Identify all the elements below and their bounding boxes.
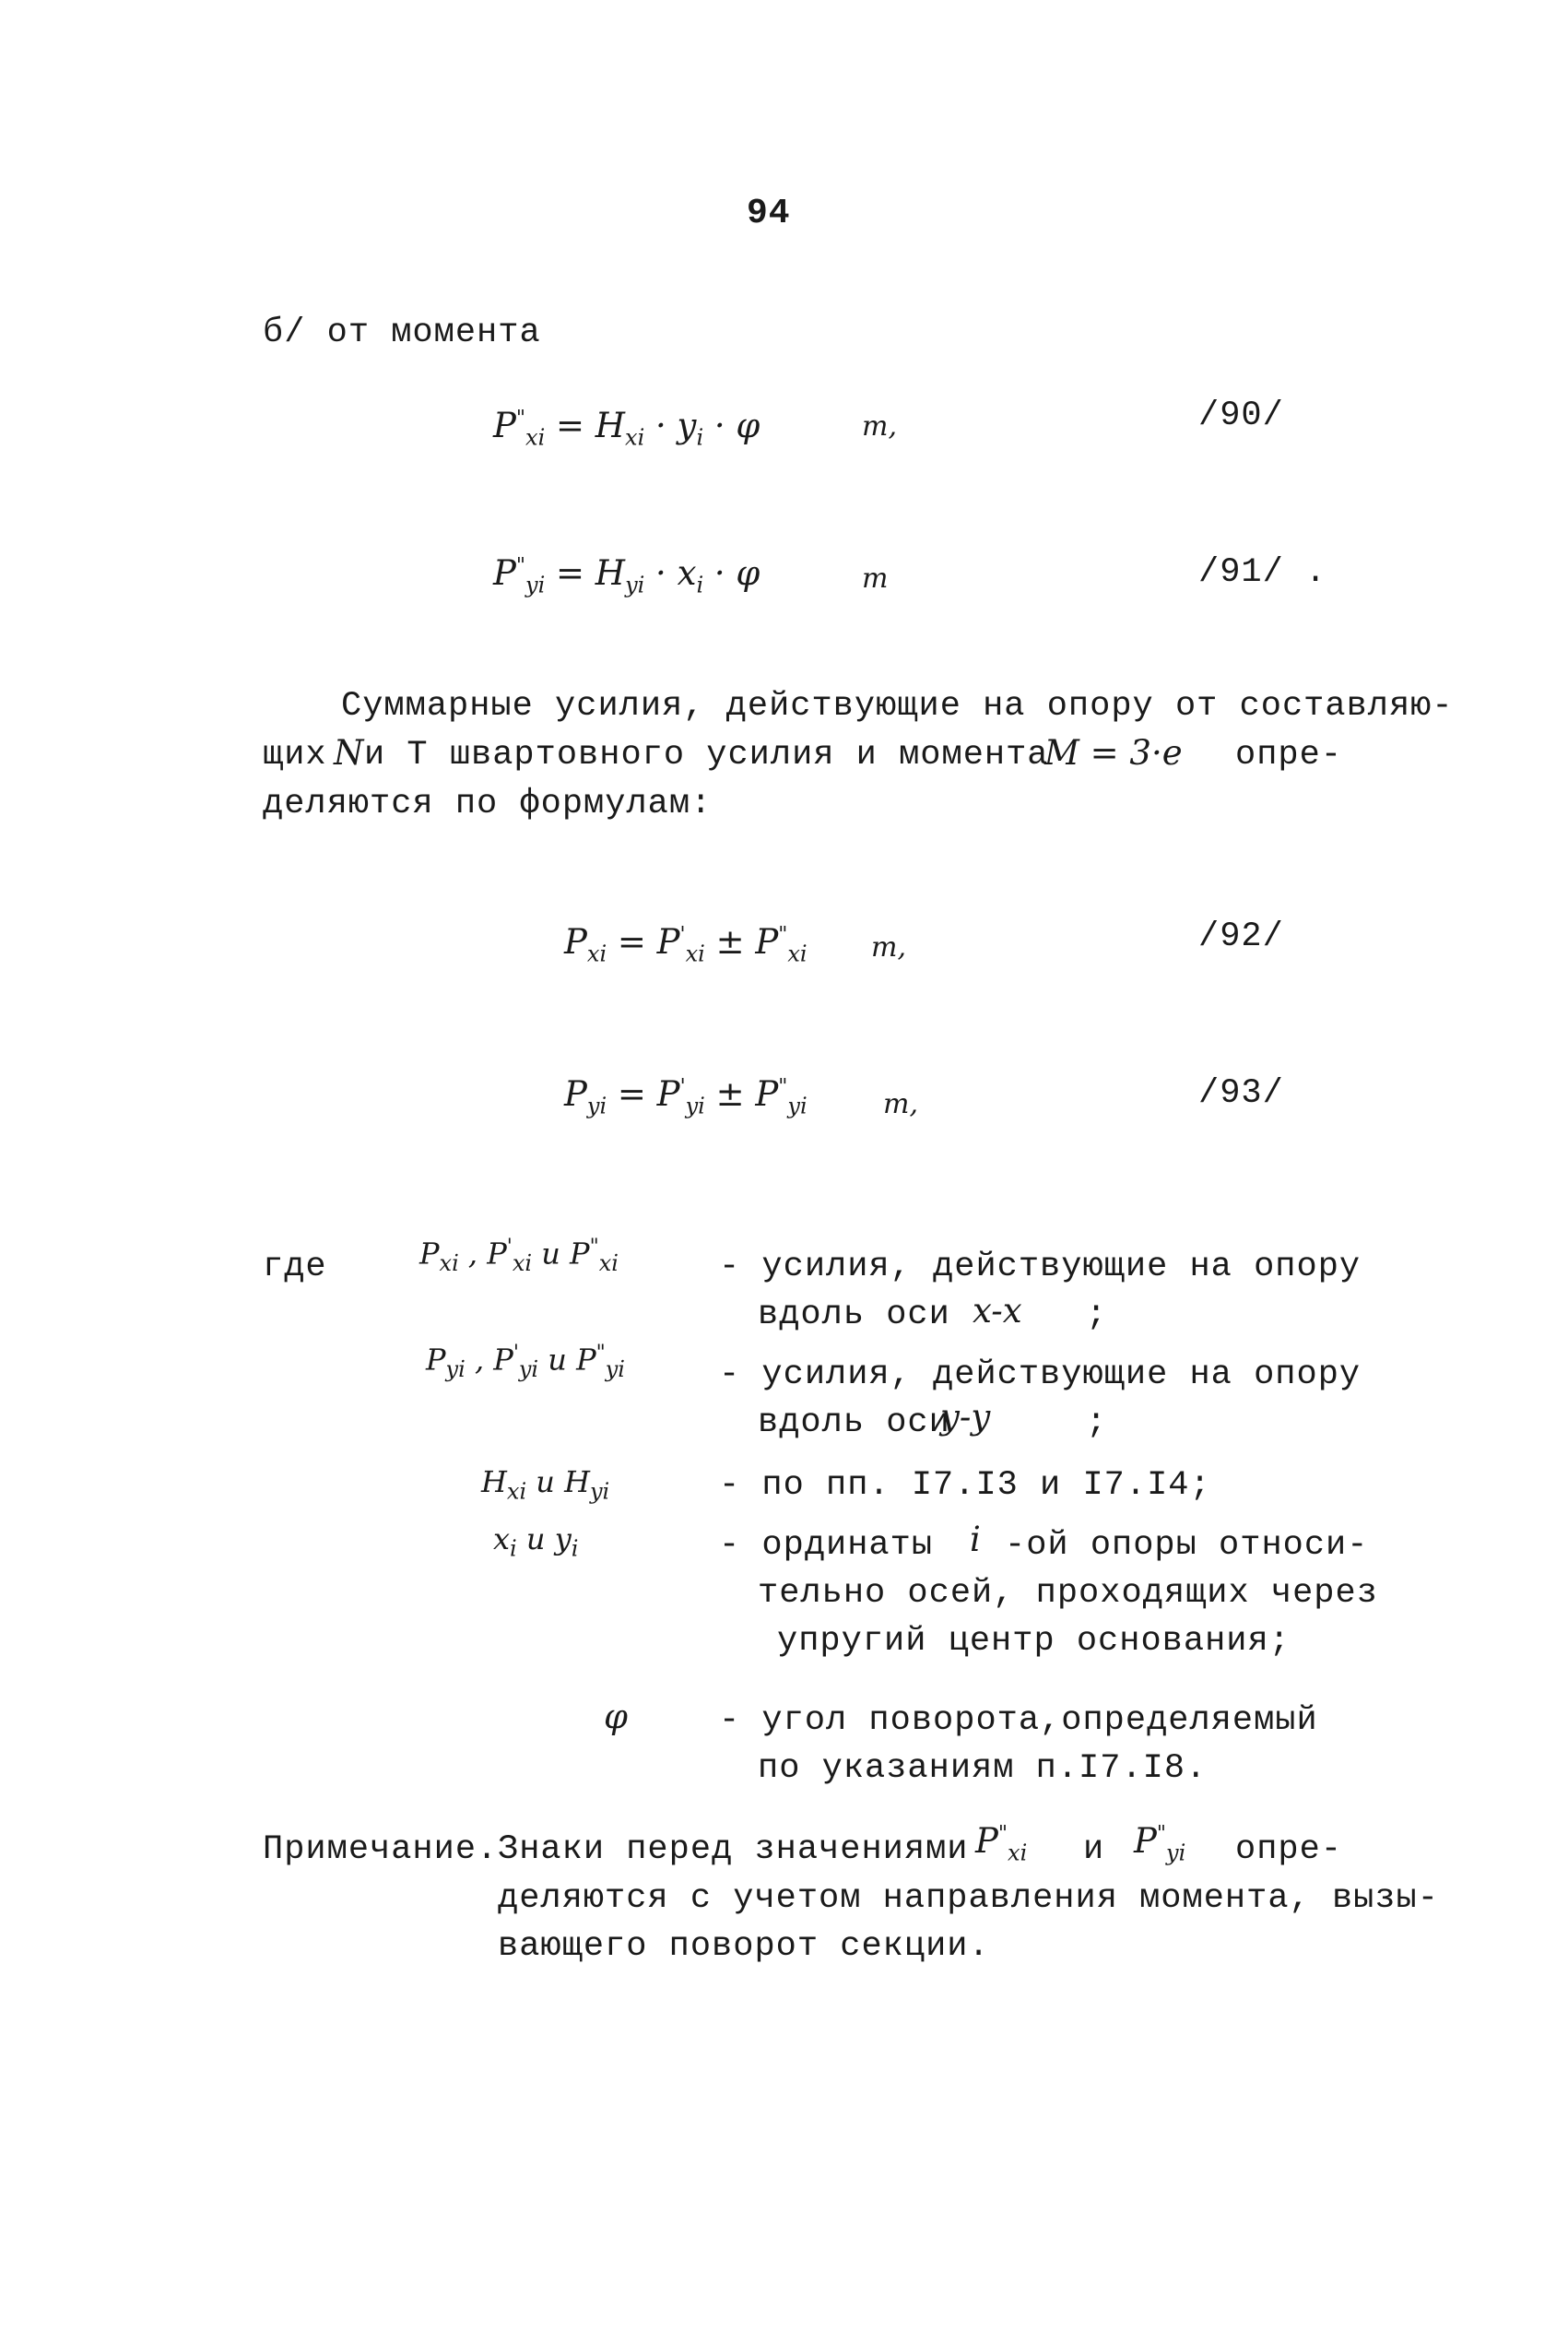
legend-desc-pxi-1: - усилия, действующие на опору	[719, 1248, 1362, 1286]
legend-desc-h: - по пп. I7.I3 и I7.I4;	[719, 1466, 1211, 1505]
note-line-1-and: и	[1083, 1830, 1105, 1869]
paragraph-line-2-end: опре-	[1235, 736, 1343, 775]
equation-93-formula: $P_{yi} = P'_{yi} \pm P^"_{yi}$	[564, 1074, 808, 1119]
note-symbol-pyi: $P^"_{yi}$	[1134, 1821, 1186, 1866]
legend-symbol-pyi: $P_{yi}$ , $P'_{yi}$ и $P^"_{yi}$	[426, 1342, 625, 1383]
legend-desc-pyi-2: вдоль оси	[758, 1403, 950, 1442]
equation-90-number: /90/	[1198, 396, 1284, 435]
equation-91-number: /91/ .	[1198, 553, 1327, 592]
equation-90-formula: $P^"_{xi} = H_{xi} \cdot y_i \cdot \varphi$	[493, 406, 760, 451]
equation-93-unit: т,	[883, 1088, 918, 1120]
note-line-3: вающего поворот секции.	[498, 1927, 990, 1966]
legend-desc-xy-1b: -ой опоры относи-	[1005, 1526, 1369, 1565]
note-label: Примечание.	[263, 1830, 499, 1869]
legend-symbol-phi: φ	[604, 1697, 628, 1736]
legend-desc-xy-1: - ординаты	[719, 1526, 934, 1565]
note-line-1-start: Знаки перед значениями	[498, 1830, 969, 1869]
legend-where: где	[263, 1248, 327, 1286]
note-line-2: деляются с учетом направления момента, вызы-	[498, 1879, 1439, 1918]
paragraph-line-1: Суммарные усилия, действующие на опору от составляю-	[341, 687, 1454, 726]
legend-desc-xy-index: i	[970, 1520, 981, 1559]
equation-92-number: /92/	[1198, 917, 1284, 956]
paragraph-line-3: деляются по формулам:	[263, 785, 713, 823]
paragraph-line-2-start: щих	[263, 736, 327, 775]
note-line-1-end: опре-	[1235, 1830, 1343, 1869]
equation-91-formula: $P^"_{yi} = H_{yi} \cdot x_i \cdot \varphi$	[493, 553, 760, 598]
section-heading: б/ от момента	[263, 314, 541, 352]
legend-desc-pyi-axis: y-y	[940, 1397, 991, 1437]
paragraph-moment-formula: M = 3·e	[1044, 733, 1183, 773]
paragraph-symbol-n: N	[334, 733, 364, 773]
legend-desc-xy-2: тельно осей, проходящих через	[758, 1574, 1378, 1613]
equation-92-unit: т,	[871, 931, 906, 964]
equation-92-formula: $P_{xi} = P'_{xi} \pm P^"_{xi}$	[564, 922, 808, 967]
legend-symbol-h: $H_{xi}$ и $H_{yi}$	[481, 1464, 610, 1505]
legend-desc-phi-1: - угол поворота,определяемый	[719, 1701, 1318, 1740]
legend-desc-pxi-2: вдоль оси	[758, 1296, 950, 1334]
equation-93-number: /93/	[1198, 1074, 1284, 1113]
legend-desc-pxi-end: ;	[1086, 1296, 1108, 1334]
legend-desc-xy-3: упругий центр основания;	[777, 1622, 1291, 1661]
equation-90-unit: т,	[862, 410, 897, 443]
legend-desc-phi-2: по указаниям п.I7.I8.	[758, 1749, 1208, 1788]
legend-desc-pxi-axis: x-x	[973, 1291, 1022, 1331]
note-symbol-pxi: $P^"_{xi}$	[975, 1821, 1028, 1866]
legend-symbol-pxi: $P_{xi}$ , $P'_{xi}$ и $P^"_{xi}$	[419, 1236, 619, 1277]
legend-desc-pyi-1: - усилия, действующие на опору	[719, 1355, 1362, 1394]
legend-desc-pyi-end: ;	[1086, 1403, 1108, 1442]
equation-91-unit: т	[862, 562, 889, 595]
legend-symbol-xy: $x_i$ и $y_i$	[493, 1521, 579, 1562]
paragraph-line-2-middle: и Т швартовного усилия и момента	[364, 736, 1049, 775]
page-number: 94	[747, 194, 791, 233]
